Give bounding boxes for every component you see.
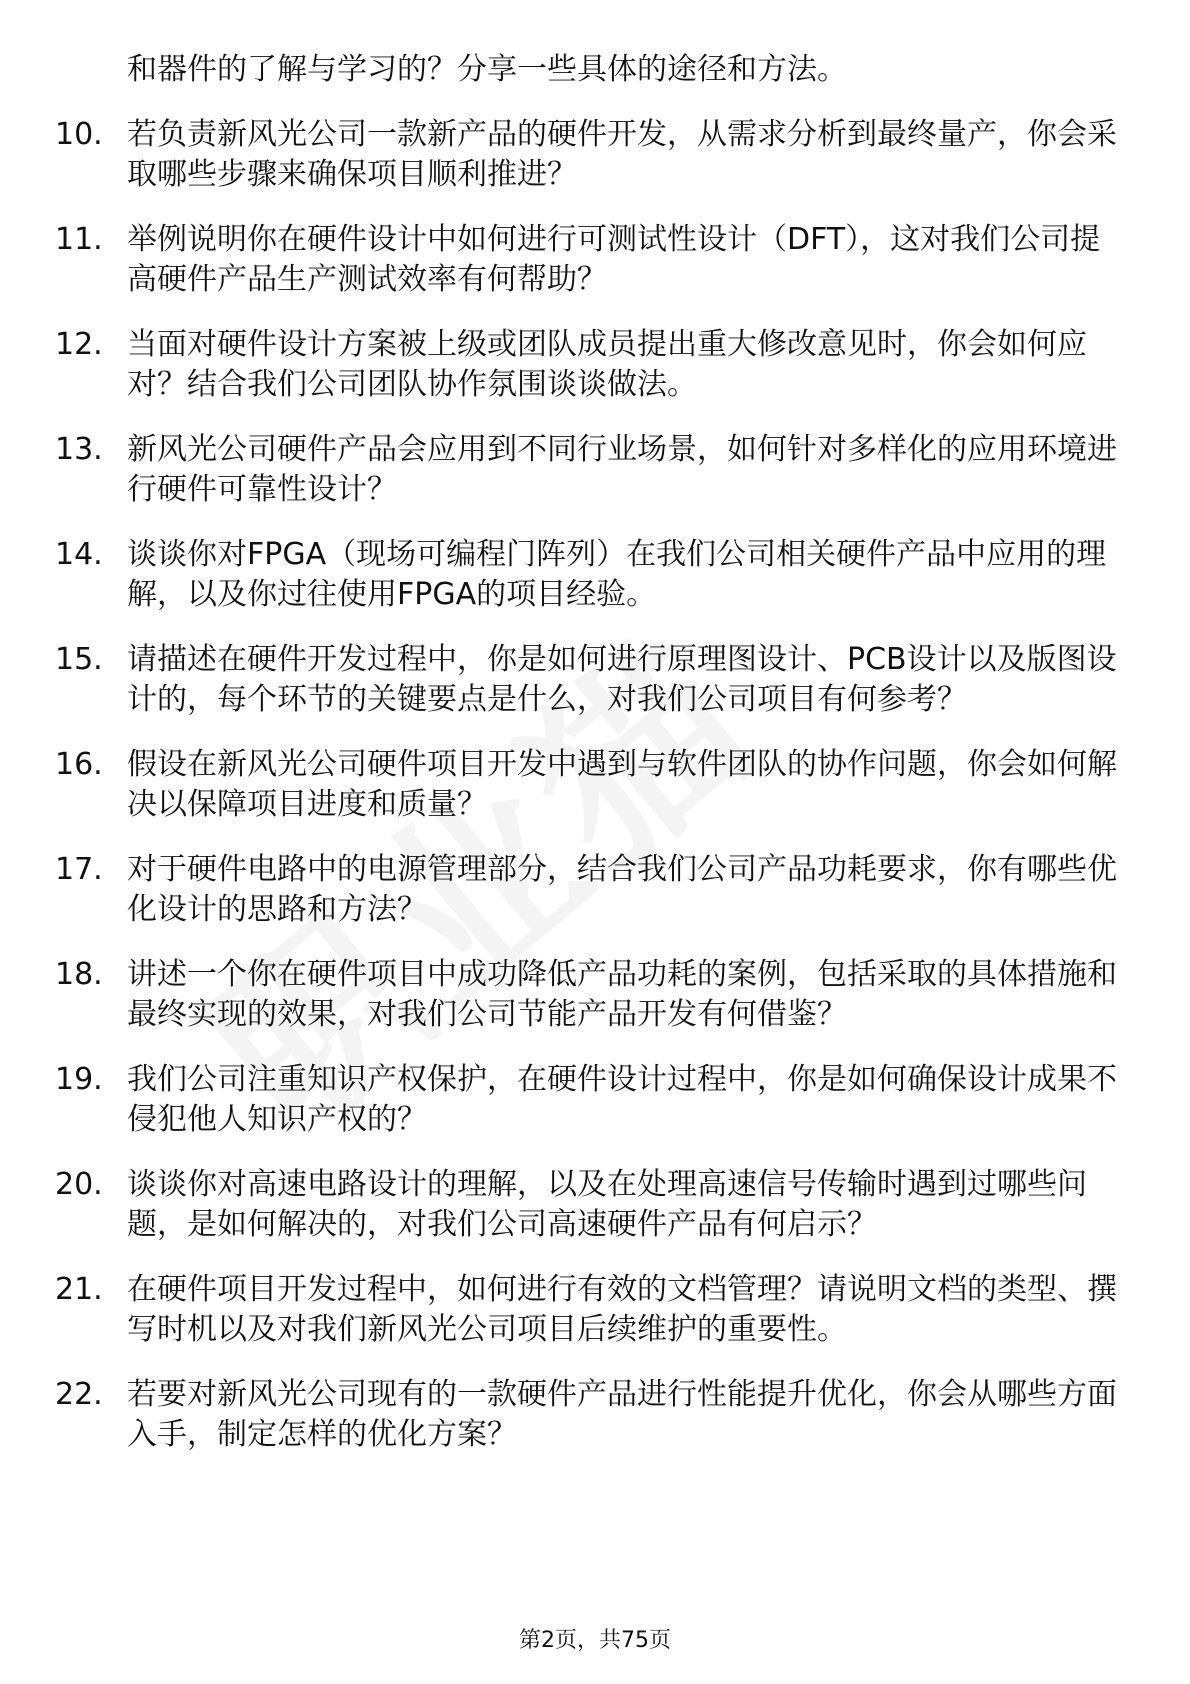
- question-text: 举例说明你在硬件设计中如何进行可测试性设计（DFT），这对我们公司提高硬件产品生产测试效率有何帮助？: [127, 222, 1101, 297]
- list-item: [0, 850, 1190, 930]
- list-item: [0, 745, 1190, 825]
- list-item: [0, 115, 1190, 195]
- question-number: 19.: [55, 1062, 103, 1097]
- question-number: 17.: [55, 852, 103, 887]
- question-text: 当面对硬件设计方案被上级或团队成员提出重大修改意见时，你会如何应对？结合我们公司团队协作氛围谈谈做法。: [127, 327, 1087, 402]
- continuation-text: 和器件的了解与学习的？分享一些具体的途径和方法。: [127, 52, 847, 87]
- page-footer: 第2页，共75页: [519, 1628, 671, 1653]
- question-number: 15.: [55, 642, 103, 677]
- question-number: 10.: [55, 117, 103, 152]
- question-number: 16.: [55, 747, 103, 782]
- list-item: [0, 1270, 1190, 1350]
- list-item: [0, 1375, 1190, 1455]
- question-text: 假设在新风光公司硬件项目开发中遇到与软件团队的协作问题，你会如何解决以保障项目进度和质量？: [127, 747, 1117, 822]
- question-number: 14.: [55, 537, 103, 572]
- question-number: 12.: [55, 327, 103, 362]
- question-text: 对于硬件电路中的电源管理部分，结合我们公司产品功耗要求，你有哪些优化设计的思路和方法？: [127, 852, 1117, 927]
- question-number: 18.: [55, 957, 103, 992]
- list-item: [0, 640, 1190, 720]
- list-item: [0, 1165, 1190, 1245]
- question-number: 13.: [55, 432, 103, 467]
- question-number: 22.: [55, 1377, 103, 1412]
- list-item: [0, 1060, 1190, 1140]
- question-text: 新风光公司硬件产品会应用到不同行业场景，如何针对多样化的应用环境进行硬件可靠性设计？: [127, 432, 1117, 507]
- question-number: 20.: [55, 1167, 103, 1202]
- question-text: 若负责新风光公司一款新产品的硬件开发，从需求分析到最终量产，你会采取哪些步骤来确保项目顺利推进？: [127, 117, 1117, 192]
- question-text: 谈谈你对高速电路设计的理解，以及在处理高速信号传输时遇到过哪些问题，是如何解决的，对我们公司高速硬件产品有何启示？: [127, 1167, 1087, 1242]
- question-number: 21.: [55, 1272, 103, 1307]
- list-item: [0, 430, 1190, 510]
- question-text: 谈谈你对FPGA（现场可编程门阵列）在我们公司相关硬件产品中应用的理解，以及你过往使用FPGA的项目经验。: [127, 537, 1107, 612]
- question-text: 我们公司注重知识产权保护，在硬件设计过程中，你是如何确保设计成果不侵犯他人知识产权的？: [127, 1062, 1117, 1137]
- question-text: 若要对新风光公司现有的一款硬件产品进行性能提升优化，你会从哪些方面入手，制定怎样的优化方案？: [127, 1377, 1117, 1452]
- list-item: [0, 535, 1190, 615]
- question-number: 11.: [55, 222, 103, 257]
- list-item: [0, 955, 1190, 1035]
- list-item: [0, 325, 1190, 405]
- question-text: 请描述在硬件开发过程中，你是如何进行原理图设计、PCB设计以及版图设计的，每个环节的关键要点是什么，对我们公司项目有何参考？: [127, 642, 1117, 717]
- list-item: [0, 220, 1190, 300]
- question-list: [0, 115, 1190, 1480]
- question-text: 讲述一个你在硬件项目中成功降低产品功耗的案例，包括采取的具体措施和最终实现的效果，对我们公司节能产品开发有何借鉴？: [127, 957, 1117, 1032]
- question-text: 在硬件项目开发过程中，如何进行有效的文档管理？请说明文档的类型、撰写时机以及对我们新风光公司项目后续维护的重要性。: [127, 1272, 1117, 1347]
